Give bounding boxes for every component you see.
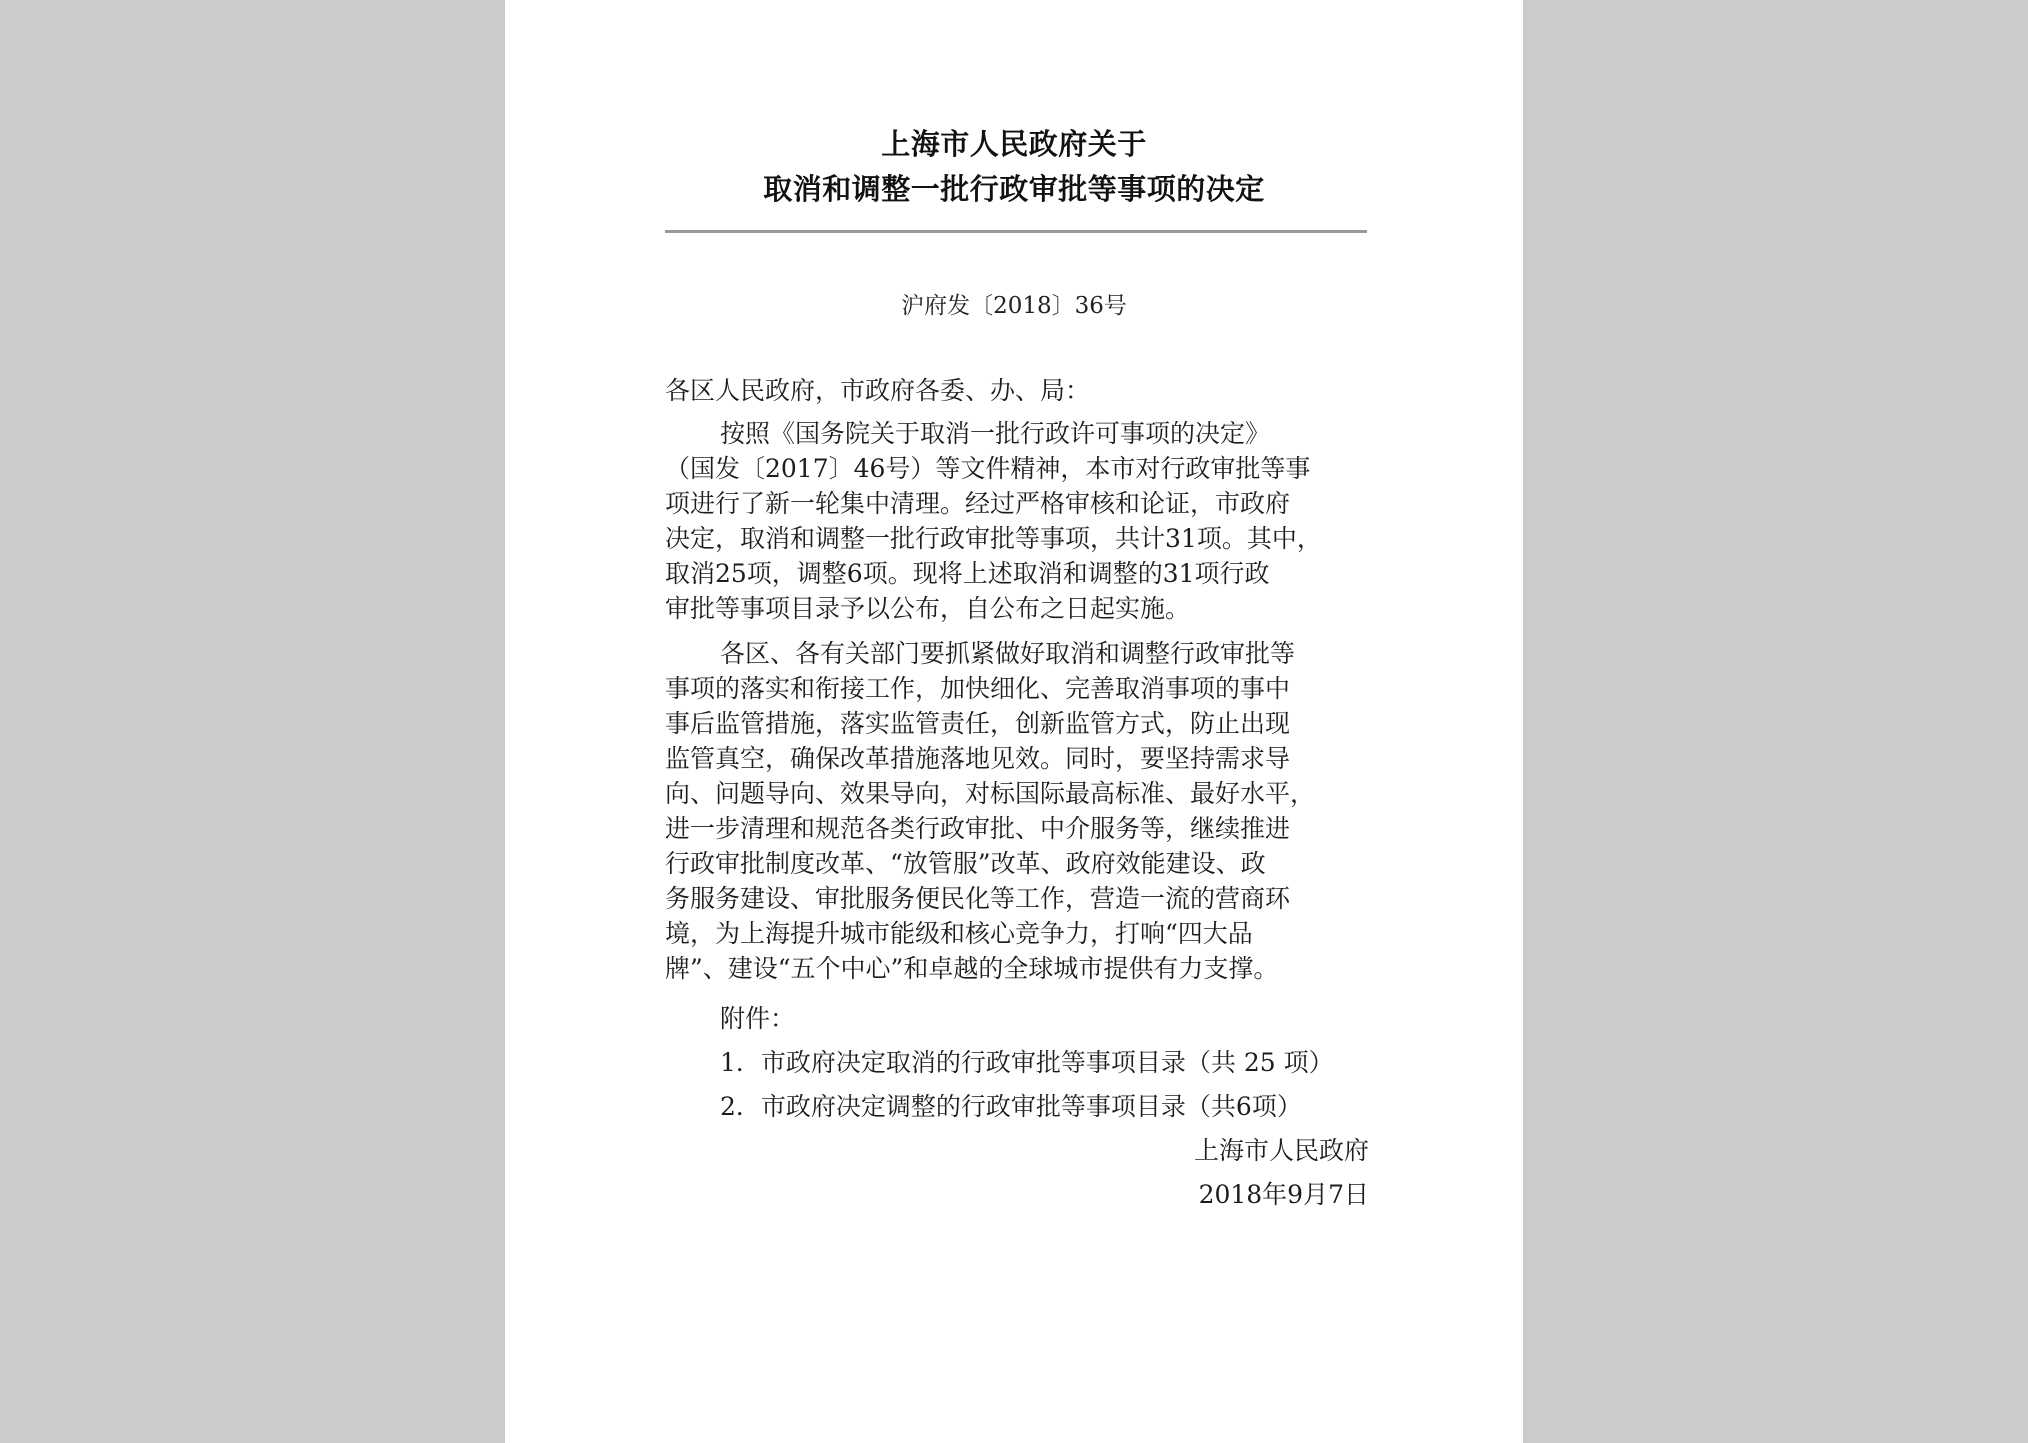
paragraph-2-line: 事项的落实和衔接工作，加快细化、完善取消事项的事中 bbox=[665, 674, 1291, 703]
paragraph-2-line: 进一步清理和规范各类行政审批、中介服务等，继续推进 bbox=[665, 814, 1291, 843]
paragraph-1-line: 审批等事项目录予以公布，自公布之日起实施。 bbox=[665, 594, 1191, 623]
paragraph-1-line: 项进行了新一轮集中清理。经过严格审核和论证，市政府 bbox=[665, 489, 1291, 518]
attachment-label: 附件： bbox=[720, 1004, 796, 1033]
paragraph-2-line: 各区、各有关部门要抓紧做好取消和调整行政审批等 bbox=[720, 639, 1296, 668]
paragraph-2-line: 向、问题导向、效果导向，对标国际最高标准、最好水平， bbox=[665, 779, 1316, 808]
attachment-item: 1．市政府决定取消的行政审批等事项目录（共 25 项） bbox=[720, 1048, 1334, 1077]
issue-date: 2018年9月7日 bbox=[1198, 1180, 1369, 1209]
document-page bbox=[505, 0, 1523, 1443]
title-divider bbox=[665, 230, 1367, 233]
paragraph-2-line: 牌”、建设“五个中心”和卓越的全球城市提供有力支撑。 bbox=[665, 954, 1279, 983]
salutation: 各区人民政府，市政府各委、办、局： bbox=[665, 376, 1091, 405]
paragraph-2-line: 务服务建设、审批服务便民化等工作，营造一流的营商环 bbox=[665, 884, 1291, 913]
document-title-line-1: 上海市人民政府关于 bbox=[881, 127, 1147, 161]
paragraph-1-line: 决定，取消和调整一批行政审批等事项，共计31项。其中， bbox=[665, 524, 1322, 553]
document-number: 沪府发〔2018〕36号 bbox=[901, 293, 1127, 319]
paragraph-1-line: 取消25项，调整6项。现将上述取消和调整的31项行政 bbox=[665, 559, 1270, 588]
paragraph-2-line: 监管真空，确保改革措施落地见效。同时，要坚持需求导 bbox=[665, 744, 1291, 773]
paragraph-1-line: （国发〔2017〕46号）等文件精神，本市对行政审批等事 bbox=[665, 454, 1311, 483]
signature: 上海市人民政府 bbox=[1193, 1136, 1369, 1165]
paragraph-2-line: 事后监管措施，落实监管责任，创新监管方式，防止出现 bbox=[665, 709, 1291, 738]
paragraph-2-line: 行政审批制度改革、“放管服”改革、政府效能建设、政 bbox=[665, 849, 1266, 878]
document-title-line-2: 取消和调整一批行政审批等事项的决定 bbox=[763, 172, 1265, 206]
attachment-item: 2．市政府决定调整的行政审批等事项目录（共6项） bbox=[720, 1092, 1302, 1121]
paragraph-1-line: 按照《国务院关于取消一批行政许可事项的决定》 bbox=[720, 419, 1271, 448]
paragraph-2-line: 境，为上海提升城市能级和核心竞争力，打响“四大品 bbox=[665, 919, 1253, 948]
